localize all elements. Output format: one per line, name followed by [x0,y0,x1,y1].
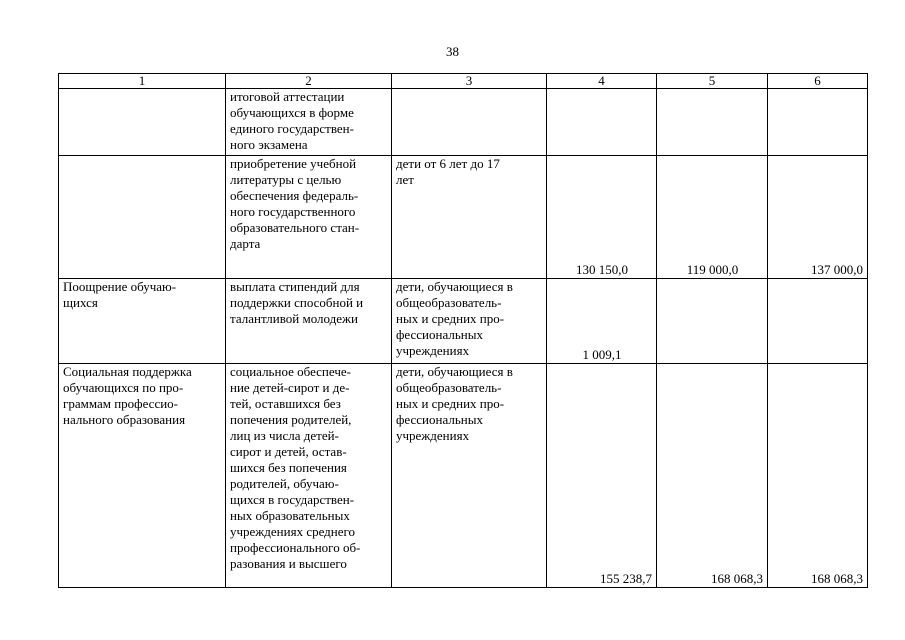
cell-text-line: ного государственного [230,204,356,219]
column-header: 2 [226,74,392,89]
cell-text-line: граммам профессио- [63,396,179,411]
cell-text-line: итоговой аттестации [230,89,345,104]
column-header: 3 [392,74,547,89]
cell-value-4 [547,89,657,156]
cell-text-line: попечения родителей, [230,412,352,427]
cell-text-line: выплата стипендий для [230,279,360,294]
cell-value-5: 168 068,3 [657,364,768,588]
table-row [59,156,868,279]
cell-text-line: ных и средних про- [396,396,505,411]
cell-text-line: дети, обучающиеся в [396,364,513,379]
cell-text-line: ние детей-сирот и де- [230,380,350,395]
cell-recipients [392,364,547,588]
cell-program [59,89,226,156]
cell-text-line: щихся [63,295,98,310]
cell-value-4: 130 150,0 [547,156,657,279]
cell-text-line: шихся без попечения [230,460,347,475]
column-header: 1 [59,74,226,89]
cell-text-line: учреждениях [396,343,470,358]
cell-text-line: образовательного стан- [230,220,360,235]
cell-text-line: общеобразователь- [396,295,502,310]
cell-text-line: Поощрение обучаю- [63,279,177,294]
cell-text-line: разования и высшего [230,556,347,571]
budget-table [58,73,868,588]
cell-text-line: фессиональных [396,327,483,342]
cell-text-line: единого государствен- [230,121,354,136]
cell-value-4: 155 238,7 [547,364,657,588]
cell-text-line: обучающихся по про- [63,380,184,395]
cell-value-4: 1 009,1 [547,279,657,364]
table-header-row [59,74,868,89]
cell-recipients [392,279,547,364]
cell-text-line: талантливой молодежи [230,311,358,326]
cell-program [59,364,226,588]
cell-recipients [392,156,547,279]
cell-text-line: родителей, обучаю- [230,476,339,491]
cell-measure [226,279,392,364]
cell-text-line: нального образования [63,412,186,427]
cell-text-line: лет [396,172,414,187]
cell-text-line: дети от 6 лет до 17 [396,156,500,171]
table-row [59,364,868,588]
cell-value-5 [657,279,768,364]
cell-value-6: 137 000,0 [768,156,868,279]
column-header: 5 [657,74,768,89]
cell-recipients [392,89,547,156]
cell-text-line: поддержки способной и [230,295,364,310]
cell-text-line: ных и средних про- [396,311,505,326]
column-header: 6 [768,74,868,89]
table-row [59,279,868,364]
cell-text-line: обучающихся в форме [230,105,354,120]
cell-text-line: тей, оставшихся без [230,396,341,411]
cell-text-line: сирот и детей, остав- [230,444,347,459]
cell-program [59,156,226,279]
cell-measure [226,156,392,279]
cell-text-line: лиц из числа детей- [230,428,339,443]
cell-text-line: дети, обучающиеся в [396,279,513,294]
cell-text-line: литературы с целью [230,172,342,187]
cell-program [59,279,226,364]
cell-text-line: приобретение учебной [230,156,357,171]
cell-text-line: дарта [230,236,261,251]
cell-value-6: 168 068,3 [768,364,868,588]
column-header: 4 [547,74,657,89]
cell-text-line: ного экзамена [230,137,308,152]
cell-text-line: социальное обеспече- [230,364,351,379]
cell-text-line: обеспечения федераль- [230,188,359,203]
cell-text-line: щихся в государствен- [230,492,355,507]
cell-text-line: учреждениях среднего [230,524,356,539]
cell-text-line: учреждениях [396,428,470,443]
page-number: 38 [446,44,459,59]
cell-text-line: фессиональных [396,412,483,427]
cell-measure [226,364,392,588]
cell-text-line: профессионального об- [230,540,361,555]
cell-text-line: Социальная поддержка [63,364,192,379]
cell-measure [226,89,392,156]
cell-value-6 [768,89,868,156]
cell-text-line: ных образовательных [230,508,350,523]
cell-value-5: 119 000,0 [657,156,768,279]
cell-value-5 [657,89,768,156]
table-row [59,89,868,156]
cell-text-line: общеобразователь- [396,380,502,395]
cell-value-6 [768,279,868,364]
